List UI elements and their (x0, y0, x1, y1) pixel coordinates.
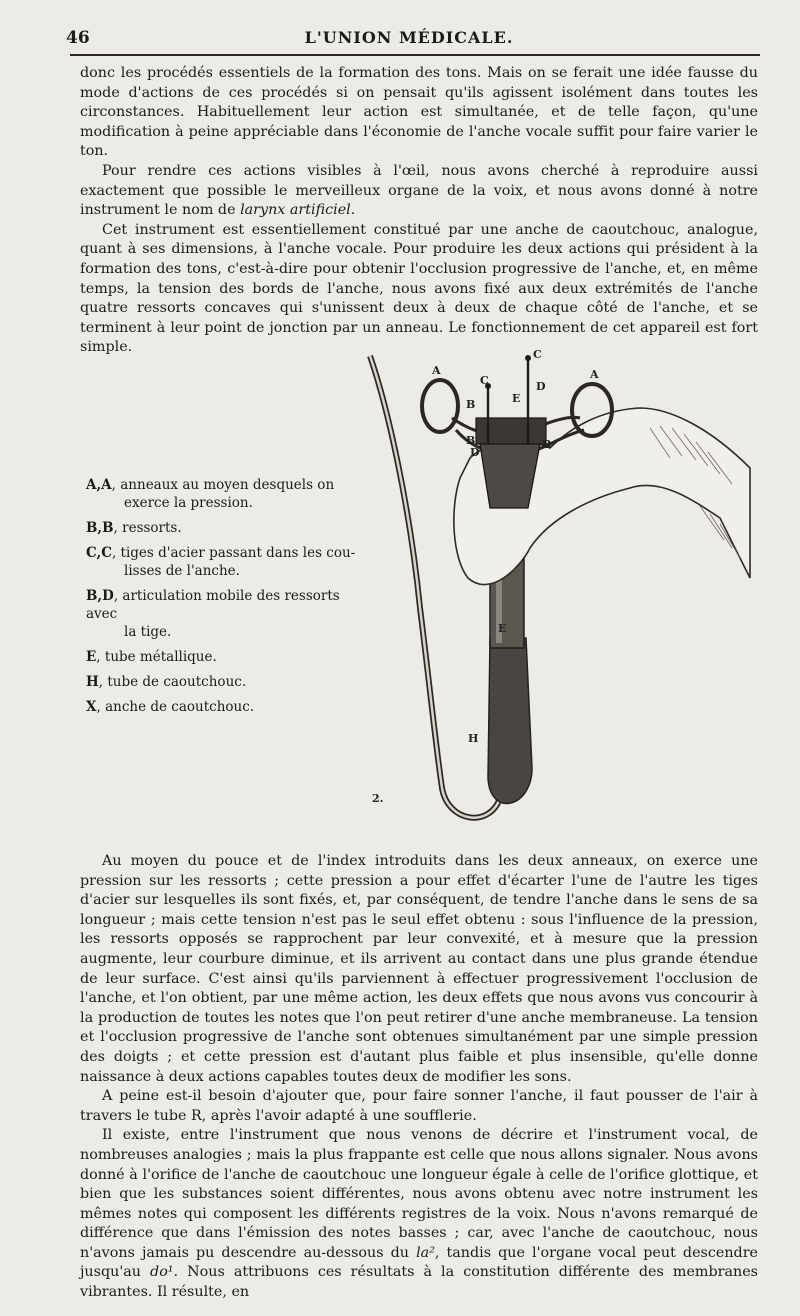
reed-frame (476, 418, 546, 444)
legend-item: B,B, ressorts. (86, 520, 182, 536)
label-c-top: C (533, 348, 542, 361)
legend-key: X (86, 699, 97, 715)
legend-key: B,D (86, 588, 114, 604)
legend-text: tiges d'acier passant dans les cou- (120, 545, 356, 561)
page-header (58, 22, 760, 52)
text-block-bottom (80, 852, 758, 1303)
paragraph-text: , tandis que l'organe vocal peut descendre jusqu'au (80, 1244, 758, 1281)
label-d-top: D (536, 380, 546, 393)
legend-item: H, tube de caoutchouc. (86, 674, 247, 690)
legend-text: tube métallique. (104, 649, 217, 665)
label-a-left: A (432, 364, 441, 377)
legend-text: tube de caoutchouc. (107, 674, 247, 690)
text-block-top (80, 64, 758, 358)
legend-continuation: lisses de l'anche. (124, 563, 240, 579)
legend-key: E (86, 649, 97, 665)
label-b-upper: B (466, 398, 476, 411)
paragraph: Pour rendre ces actions visibles à l'œil, nous avons cherché à reproduire aussi exactement que possible le merveilleux organe de la voix, et nous avons donné à notre instrument le nom de larynx artificiel. (80, 162, 758, 219)
figure-legend (86, 476, 356, 723)
legend-key: C,C (86, 545, 112, 561)
legend-key: A,A (86, 477, 112, 493)
label-d-lower: D (470, 446, 480, 459)
figure-number: 2. (372, 792, 384, 805)
label-b-lower: B (466, 434, 476, 447)
page-number: 46 (66, 28, 90, 48)
header-rule (70, 54, 760, 56)
legend-item: E, tube métallique. (86, 649, 217, 665)
larynx-illustration (340, 348, 760, 838)
legend-continuation: la tige. (124, 624, 172, 640)
paragraph: donc les procédés essentiels de la formation des tons. Mais on se ferait une idée fausse du mode d'actions de ces procédés si on pensait qu'ils agissent isolément dans toutes les circonstances. Habituellement leur action est simultanée, et de telle façon, qu'une modification à peine appréciable dans l'économie de l'anche vocale suffit pour faire varier le ton. (80, 65, 758, 160)
legend-key: H (86, 674, 99, 690)
label-e-top: E (512, 392, 521, 405)
note-do1: do¹ (150, 1264, 174, 1281)
paragraph-text: Il existe, entre l'instrument que nous venons de décrire et l'instrument vocal, de nombreuses analogies ; mais la plus frappante est celle que nous allons signaler. Nous avons donné à l'orifice de l'anche de caoutchouc une longueur égale à celle de l'orifice glottique, et bien que les substances soient différentes, nous avons obtenu avec notre instrument les mêmes notes qui composent les différents registres de la voix. Nous n'avons remarqué de différence que dans l'émission des notes basses ; car, avec l'anche de caoutchouc, nous n'avons jamais pu descendre au-dessous du (80, 1127, 758, 1261)
label-h: H (468, 732, 479, 745)
paragraph-text: Pour rendre ces actions visibles à l'œil, nous avons cherché à reproduire aussi exactement que possible le merveilleux organe de la voix, et nous avons donné à notre instrument le nom de (80, 162, 758, 219)
paragraph: Cet instrument est essentiellement constitué par une anche de caoutchouc, analogue, quant à ses dimensions, à l'anche vocale. Pour produire les deux actions qui président à la formation des tons, c'est-à-dire pour obtenir l'occlusion progressive de l'anche, et, en même temps, la tension des bords de l'anche, nous avons fixé aux deux extrémités de l'anche quatre ressorts concaves qui s'unissent deux à deux de chaque côté de l'anche, et se terminent à leur point de jonction par un anneau. Le fonctionnement de cet appareil est fort simple. (80, 221, 758, 356)
label-e-tube: E (498, 622, 507, 635)
legend-text: ressorts. (122, 520, 182, 536)
legend-continuation: exerce la pression. (124, 495, 253, 511)
lower-tube (488, 638, 532, 803)
running-title: L'UNION MÉDICALE. (304, 28, 514, 47)
legend-key: B,B (86, 520, 114, 536)
legend-item: C,C, tiges d'acier passant dans les cou- lisses de l'anche. (86, 545, 356, 579)
ring-left (422, 380, 458, 432)
instrument-name: larynx artificiel (240, 202, 351, 219)
larynx-figure (340, 348, 760, 838)
paragraph-text: . Nous attribuons ces résultats à la constitution différente des membranes vibrantes. Il résulte, en (80, 1264, 758, 1301)
rod-right-head (525, 355, 531, 361)
paragraph: A peine est-il besoin d'ajouter que, pour faire sonner l'anche, il faut pousser de l'air à travers le tube R, après l'avoir adapté à une soufflerie. (80, 1088, 758, 1124)
label-b-right: B (542, 438, 552, 451)
paragraph (80, 1126, 758, 1302)
legend-item: B,D, articulation mobile des ressorts avec la tige. (86, 587, 356, 641)
legend-item: X, anche de caoutchouc. (86, 699, 255, 715)
legend-text: anneaux au moyen desquels on (120, 477, 335, 493)
label-a-right: A (590, 368, 599, 381)
note-la2: la² (416, 1244, 435, 1261)
legend-text: articulation mobile des ressorts avec (86, 588, 340, 622)
label-c-left: C (480, 374, 489, 387)
legend-item: A,A, anneaux au moyen desquels on exerce la pression. (86, 476, 356, 512)
paragraph: Au moyen du pouce et de l'index introduits dans les deux anneaux, on exerce une pression sur les ressorts ; cette pression a pour effet d'écarter l'une de l'autre les tiges d'acier sur lesquelles ils sont fixés, et, par conséquent, de tendre l'anche dans le sens de sa longueur ; mais cette tension n'est pas le seul effet obtenu : sous l'influence de la pression, les ressorts opposés se rapprochent par leur convexité, et à mesure que la pression augmente, leur courbure diminue, et ils arrivent au contact dans une plus grande étendue de leur surface. C'est ainsi qu'ils parviennent à effectuer progressivement l'occlusion de l'anche, et l'on obtient, par une même action, les deux effets que nous avons vus concourir à la production de toutes les notes que l'on peut retirer d'une anche membraneuse. La tension et l'occlusion progressive de l'anche sont obtenues simultanément par une simple pression des doigts ; et cette pression est d'autant plus faible et plus insensible, qu'elle donne naissance à deux actions capables toutes deux de modifier les sons. (80, 853, 758, 1085)
legend-text: anche de caoutchouc. (105, 699, 255, 715)
